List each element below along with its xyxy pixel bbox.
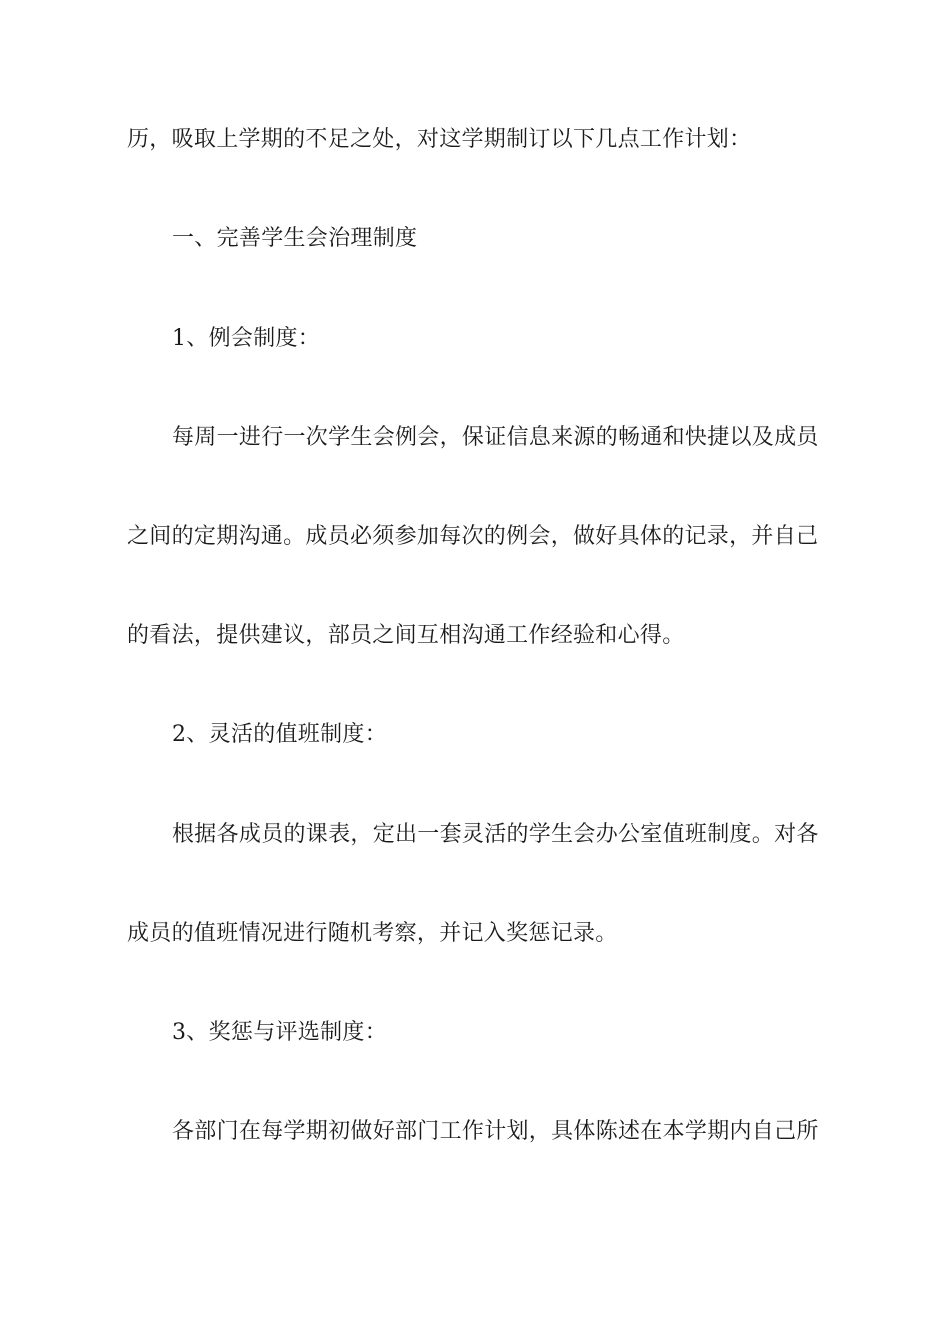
subheading-duty-system: 2、灵活的值班制度： <box>172 722 387 747</box>
paragraph-line: 成员的值班情况进行随机考察，并记入奖惩记录。 <box>127 921 618 946</box>
paragraph-line: 每周一进行一次学生会例会，保证信息来源的畅通和快捷以及成员 <box>172 425 819 450</box>
paragraph-line: 的看法，提供建议，部员之间互相沟通工作经验和心得。 <box>127 623 685 648</box>
paragraph-line-continuation: 历，吸取上学期的不足之处，对这学期制订以下几点工作计划： <box>127 127 752 152</box>
subheading-reward-system: 3、奖惩与评选制度： <box>172 1020 387 1045</box>
section-heading-1: 一、完善学生会治理制度 <box>172 226 418 251</box>
paragraph-line: 之间的定期沟通。成员必须参加每次的例会，做好具体的记录，并自己 <box>127 524 819 549</box>
paragraph-line: 根据各成员的课表，定出一套灵活的学生会办公室值班制度。对各 <box>172 822 819 847</box>
subheading-meeting-system: 1、例会制度： <box>172 326 321 351</box>
paragraph-line: 各部门在每学期初做好部门工作计划，具体陈述在本学期内自己所 <box>172 1119 819 1144</box>
